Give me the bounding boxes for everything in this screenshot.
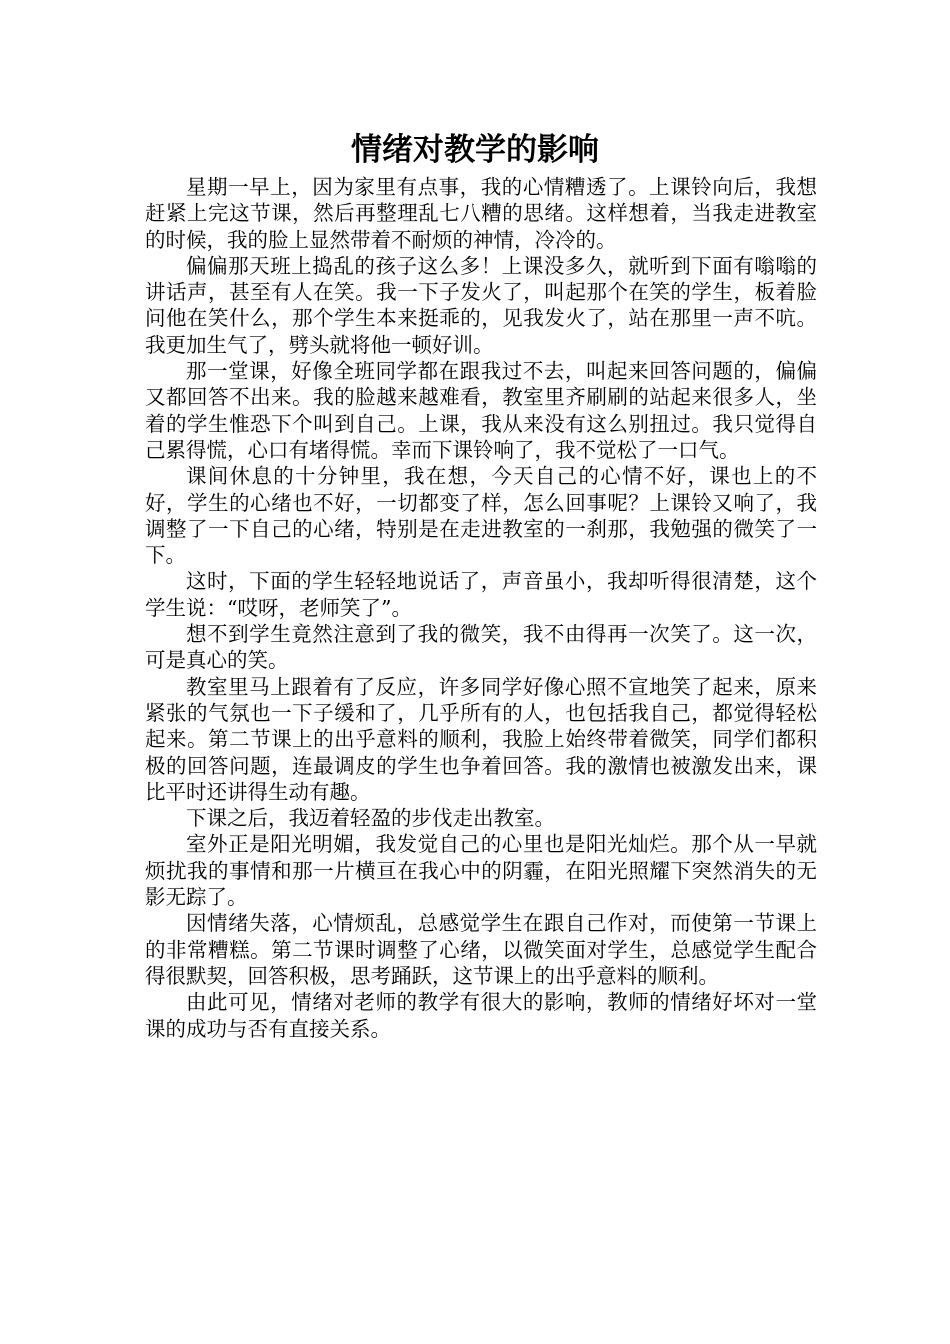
document-title: 情绪对教学的影响	[351, 132, 599, 168]
paragraph-10: 因情绪失落，心情烦乱，总感觉学生在跟自己作对，而使第一节课上的非常糟糕。第二节课时调整了心绪，以微笑面对学生，总感觉学生配合得很默契，回答积极，思考踊跃，这节课上的出乎意料的顺利。	[145, 911, 817, 988]
paragraph-5: 这时，下面的学生轻轻地说话了，声音虽小，我却听得很清楚，这个学生说：“哎呀，老师笑了”。	[145, 569, 817, 620]
paragraph-1: 星期一早上，因为家里有点事，我的心情糟透了。上课铃向后，我想赶紧上完这节课，然后再整理乱七八糟的思绪。这样想着，当我走进教室的时候，我的脸上显然带着不耐烦的神情，冷冷的。	[145, 175, 817, 252]
paragraph-6: 想不到学生竟然注意到了我的微笑，我不由得再一次笑了。这一次，可是真心的笑。	[145, 622, 817, 673]
paragraph-9: 室外正是阳光明媚，我发觉自己的心里也是阳光灿烂。那个从一早就烦扰我的事情和那一片横亘在我心中的阴霾，在阳光照耀下突然消失的无影无踪了。	[145, 832, 817, 910]
document-body	[145, 174, 817, 1042]
paragraph-2: 偏偏那天班上捣乱的孩子这么多！上课没多久，就听到下面有嗡嗡的讲话声，甚至有人在笑。我一下子发火了，叫起那个在笑的学生，板着脸问他在笑什么，那个学生本来挺乖的，见我发火了，站在那里一声不吭。我更加生气了，劈头就将他一顿好训。	[145, 253, 817, 357]
paragraph-3: 那一堂课，好像全班同学都在跟我过不去，叫起来回答问题的，偏偏又都回答不出来。我的脸越来越难看，教室里齐刷刷的站起来很多人，坐着的学生惟恐下个叫到自己。上课，我从来没有这么别扭过。我只觉得自己累得慌，心口有堵得慌。幸而下课铃响了，我不觉松了一口气。	[145, 359, 817, 462]
paragraph-8: 下课之后，我迈着轻盈的步伐走出教室。	[186, 806, 555, 831]
paragraph-7: 教室里马上跟着有了反应，许多同学好像心照不宣地笑了起来，原来紧张的气氛也一下子缓和了，几乎所有的人，也包括我自己，都觉得轻松起来。第二节课上的出乎意料的顺利，我脸上始终带着微笑，同学们都积极的回答问题，连最调皮的学生也争着回答。我的激情也被激发出来，课比平时还讲得生动有趣。	[145, 674, 817, 804]
paragraph-4: 课间休息的十分钟里，我在想，今天自己的心情不好，课也上的不好，学生的心绪也不好，一切都变了样，怎么回事呢？上课铃又响了，我调整了一下自己的心绪，特别是在走进教室的一刹那，我勉强的微笑了一下。	[145, 464, 817, 568]
paragraph-11: 由此可见，情绪对老师的教学有很大的影响，教师的情绪好坏对一堂课的成功与否有直接关系。	[145, 990, 817, 1041]
